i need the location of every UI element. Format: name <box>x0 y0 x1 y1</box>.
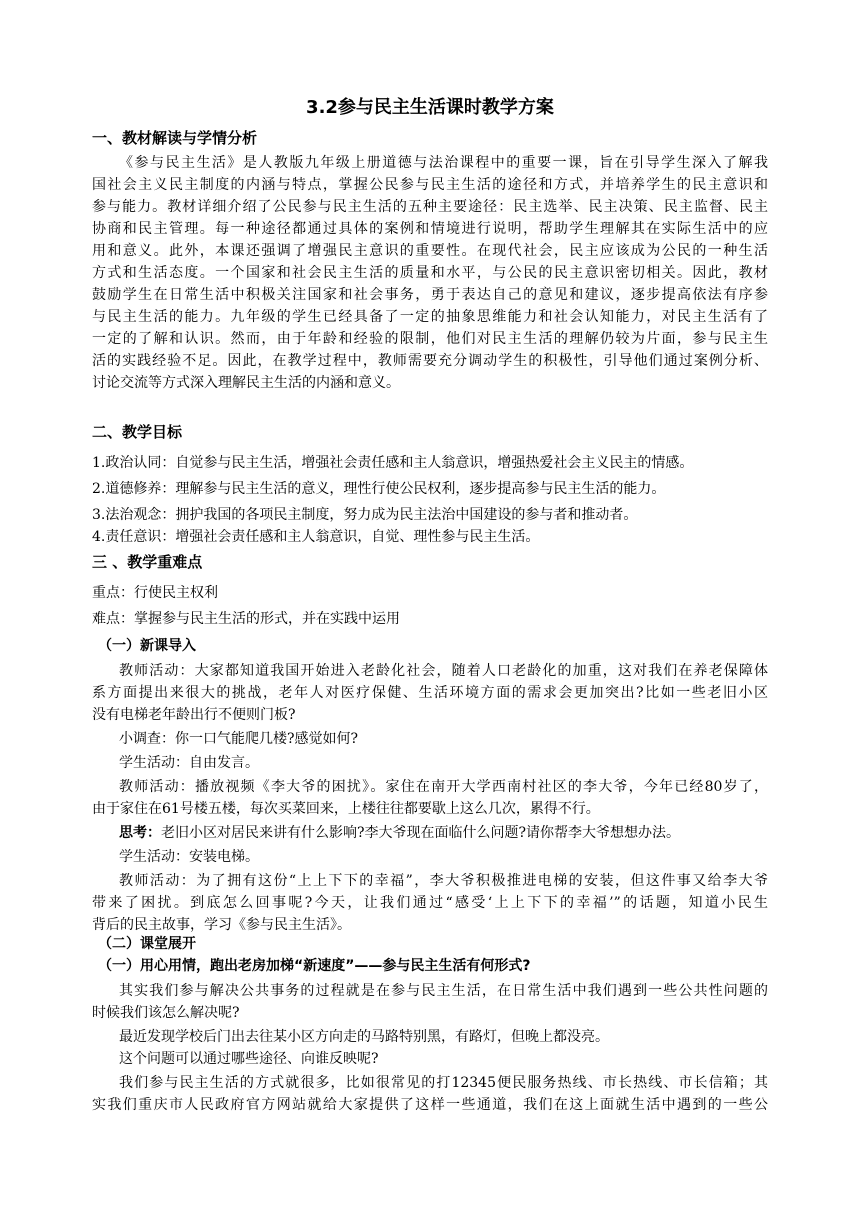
objective-item: 2.道德修养：理解参与民主生活的意义，理性行使公民权利，逐步提高参与民主生活的能力。 <box>92 481 666 497</box>
objective-item: 3.法治观念：拥护我国的各项民主制度，努力成为民主法治中国建设的参与者和推动者。 <box>92 507 638 523</box>
paragraph-line: 系方面提出来很大的挑战，老年人对医疗保健、生活环境方面的需求会更加突出?比如一些老旧小区 <box>92 685 768 701</box>
section-heading-objectives: 二、教学目标 <box>92 423 183 441</box>
section-heading-key-points: 三 、教学重难点 <box>92 553 203 571</box>
subsection-heading-intro: （一）新课导入 <box>98 638 196 654</box>
paragraph-line: 最近发现学校后门出去往某小区方向走的马路特别黑，有路灯，但晚上都没亮。 <box>119 1029 609 1045</box>
subsection-heading-development: （二）课堂展开 <box>98 936 196 952</box>
paragraph-line: 实我们重庆市人民政府官方网站就给大家提供了这样一些通道，我们在这上面就生活中遇到的一些公 <box>92 1097 768 1113</box>
paragraph-line: 活的实践经验不足。因此，在教学过程中，教师需要充分调动学生的积极性，引导他们通过案例分析、 <box>92 353 768 369</box>
paragraph-line: 这个问题可以通过哪些途径、向谁反映呢? <box>119 1051 379 1067</box>
think-label: 思考： <box>119 825 161 841</box>
page-title: 3.2参与民主生活课时教学方案 <box>306 97 554 118</box>
difficulty-point: 难点：掌握参与民主生活的形式，并在实践中运用 <box>92 611 400 627</box>
student-activity-line: 学生活动：自由发言。 <box>119 755 259 771</box>
paragraph-line: 一定的了解和认识。然而，由于年龄和经验的限制，他们对民主生活的理解仍较为片面，参与民主生 <box>92 331 768 347</box>
section-heading-analysis: 一、教材解读与学情分析 <box>92 129 258 147</box>
paragraph-line: 用和意义。此外，本课还强调了增强民主意识的重要性。在现代社会，民主应该成为公民的一种生活 <box>92 243 768 259</box>
objective-item: 4.责任意识：增强社会责任感和主人翁意识，自觉、理性参与民主生活。 <box>92 529 540 545</box>
paragraph-line: 与民主生活的能力。九年级的学生已经具备了一定的抽象思维能力和社会认知能力，对民主生活有了 <box>92 309 768 325</box>
paragraph-line: 国社会主义民主制度的内涵与特点，掌握公民参与民主生活的途径和方式，并培养学生的民主意识和 <box>92 177 768 193</box>
survey-line: 小调查：你一口气能爬几楼?感觉如何? <box>119 731 359 747</box>
paragraph-line: 带来了困扰。到底怎么回事呢?今天，让我们通过“感受‘上上下下的幸福’”的话题，知道小民生 <box>92 895 768 911</box>
paragraph-line: 时候我们该怎么解决呢? <box>92 1005 240 1021</box>
paragraph-line: 《参与民主生活》是人教版九年级上册道德与法治课程中的重要一课，旨在引导学生深入了解我 <box>119 155 768 171</box>
sub-subsection-heading: （一）用心用情，跑出老房加梯“新速度”——参与民主生活有何形式? <box>98 958 531 974</box>
paragraph-line: 协商和民主管理。每一种途径都通过具体的案例和情境进行说明，帮助学生理解其在实际生活中的应 <box>92 221 768 237</box>
paragraph-line: 讨论交流等方式深入理解民主生活的内涵和意义。 <box>92 375 400 391</box>
paragraph-line: 鼓励学生在日常生活中积极关注国家和社会事务，勇于表达自己的意见和建议，逐步提高依法有序参 <box>92 287 768 303</box>
paragraph-line: 由于家住在61号楼五楼，每次买菜回来，上楼往往都要歇上这么几次，累得不行。 <box>92 801 600 817</box>
paragraph-line: 其实我们参与解决公共事务的过程就是在参与民主生活，在日常生活中我们遇到一些公共性问题的 <box>119 983 768 999</box>
think-text: 老旧小区对居民来讲有什么影响?李大爷现在面临什么问题?请你帮李大爷想想办法。 <box>161 825 681 841</box>
paragraph-line: 教师活动：播放视频《李大爷的困扰》。家住在南开大学西南村社区的李大爷，今年已经80岁了， <box>119 779 768 795</box>
paragraph-line: 没有电梯老年龄出行不便则门板? <box>92 707 296 723</box>
paragraph-line: 方式和生活态度。一个国家和社会民主生活的质量和水平，与公民的民主意识密切相关。因此，教材 <box>92 265 768 281</box>
think-line <box>119 822 768 844</box>
objective-item: 1.政治认同：自觉参与民主生活，增强社会责任感和主人翁意识，增强热爱社会主义民主的情感。 <box>92 455 694 471</box>
key-point: 重点：行使民主权利 <box>92 585 218 601</box>
paragraph-line: 背后的民主故事，学习《参与民主生活》。 <box>92 917 351 933</box>
student-activity-line: 学生活动：安装电梯。 <box>119 849 259 865</box>
paragraph-line: 教师活动：大家都知道我国开始进入老龄化社会，随着人口老龄化的加重，这对我们在养老保障体 <box>119 663 768 679</box>
paragraph-line: 参与能力。教材详细介绍了公民参与民主生活的五种主要途径：民主选举、民主决策、民主监督、民主 <box>92 199 768 215</box>
paragraph-line: 我们参与民主生活的方式就很多，比如很常见的打12345便民服务热线、市长热线、市长信箱；其 <box>119 1075 768 1091</box>
paragraph-line: 教师活动：为了拥有这份“上上下下的幸福”，李大爷积极推进电梯的安装，但这件事又给李大爷 <box>119 873 768 889</box>
